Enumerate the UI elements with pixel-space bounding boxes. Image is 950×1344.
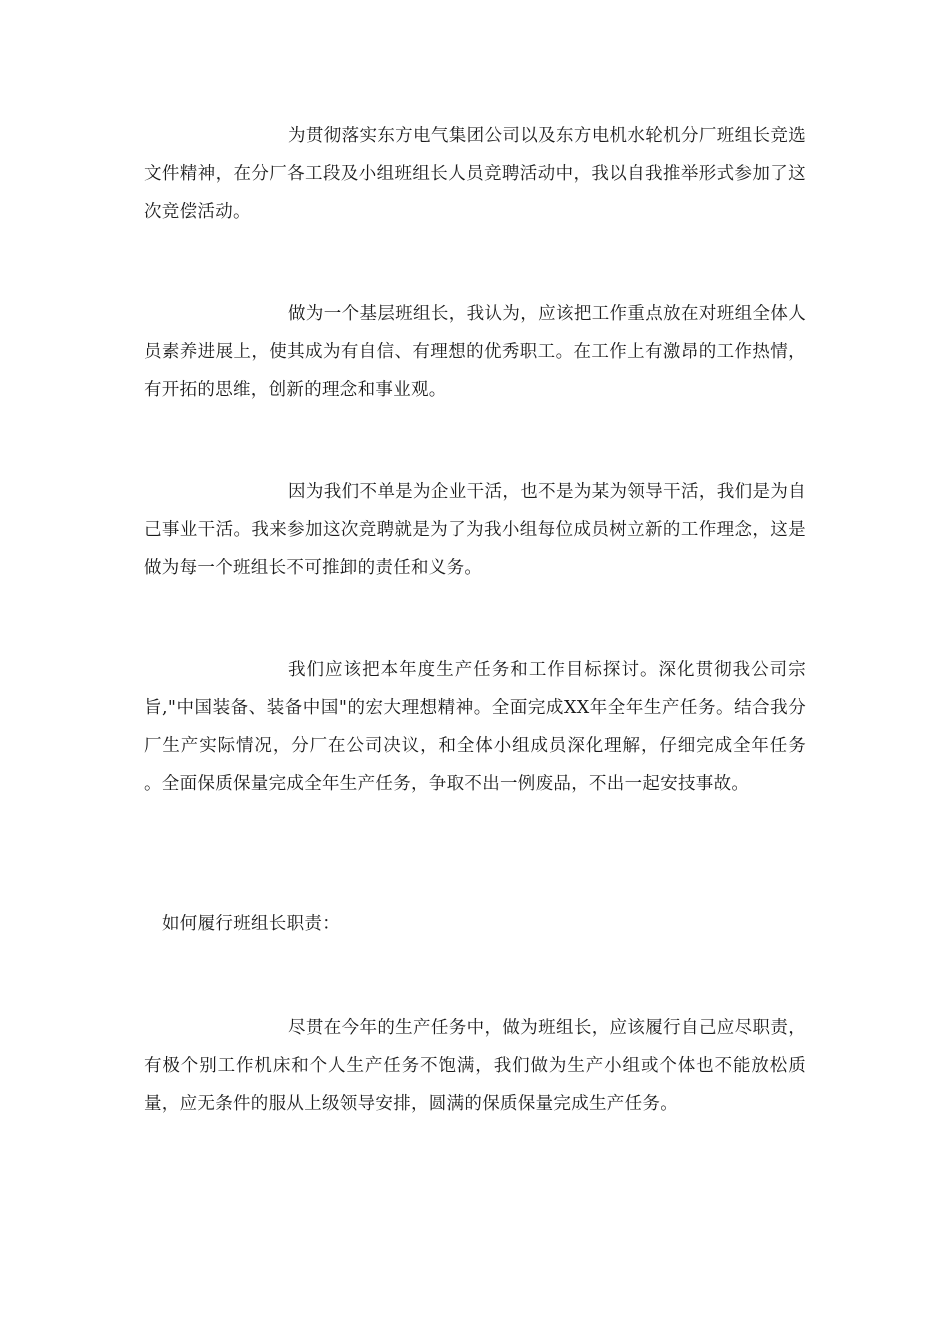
paragraph-3: 因为我们不单是为企业干活，也不是为某为领导干活，我们是为自己事业干活。我来参加这次竞聘就是为了为我小组每位成员树立新的工作理念，这是做为每一个班组长不可推卸的责任和义务。	[144, 482, 806, 578]
paragraph-2: 做为一个基层班组长，我认为，应该把工作重点放在对班组全体人员素养进展上，使其成为有自信、有理想的优秀职工。在工作上有激昂的工作热情，有开拓的思维，创新的理念和事业观。	[144, 304, 806, 400]
paragraph-5: 尽贯在今年的生产任务中，做为班组长，应该履行自己应尽职责，有极个别工作机床和个人生产任务不饱满，我们做为生产小组或个体也不能放松质量，应无条件的服从上级领导安排，圆满的保质保量完成生产任务。	[144, 1018, 806, 1114]
paragraph-1: 为贯彻落实东方电气集团公司以及东方电机水轮机分厂班组长竞选文件精神，在分厂各工段及小组班组长人员竞聘活动中，我以自我推举形式参加了这次竞偿活动。	[144, 126, 806, 222]
paragraph-4: 我们应该把本年度生产任务和工作目标探讨。深化贯彻我公司宗旨,"中国装备、装备中国"的宏大理想精神。全面完成XX年全年生产任务。结合我分厂生产实际情况，分厂在公司决议，和全体小组成员深化理解，仔细完成全年任务 。全面保质保量完成全年生产任务，争取不出一例废品，不出一起安技事故。	[144, 660, 806, 794]
section-heading: 如何履行班组长职责：	[162, 914, 340, 934]
